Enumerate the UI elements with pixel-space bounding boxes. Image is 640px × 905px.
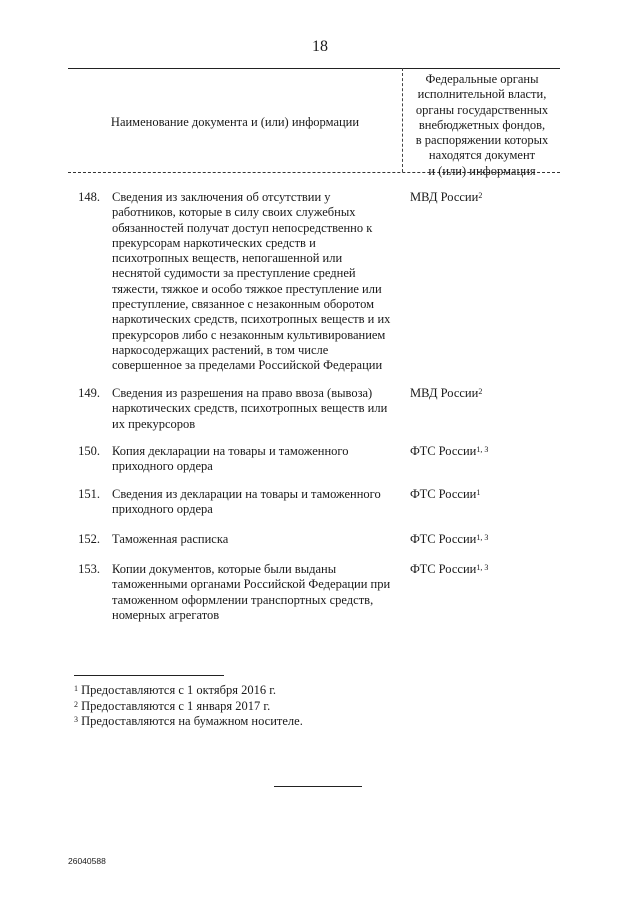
- row-agency: [410, 532, 488, 547]
- footnote: [74, 683, 303, 699]
- row-description: [112, 487, 396, 518]
- footnote: [74, 699, 303, 715]
- description-line: таможенными органами Российской Федерации при: [112, 577, 391, 592]
- description-line: психотропных веществ, непогашенной или: [112, 251, 343, 266]
- column-header-line: исполнительной власти,: [417, 87, 547, 102]
- agency-name: МВД России: [410, 190, 479, 204]
- table-top-rule: [68, 68, 560, 69]
- row-agency: [410, 190, 482, 205]
- description-line: приходного ордера: [112, 459, 213, 474]
- row-agency: [410, 444, 488, 459]
- row-number: 148.: [78, 190, 100, 204]
- description-line: наркотических средств, психотропных веществ и их: [112, 312, 391, 327]
- agency-name: МВД России: [410, 386, 479, 400]
- document-code: 26040588: [68, 856, 106, 866]
- row-description: [112, 190, 396, 374]
- row-description: [112, 562, 396, 623]
- row-description: [112, 532, 396, 547]
- row-number: 150.: [78, 444, 100, 458]
- column-divider: [402, 68, 403, 172]
- description-line: совершенное за пределами Российской Федерации: [112, 358, 383, 373]
- description-line: работников, которые в силу своих служебных: [112, 205, 356, 220]
- footnote-ref: 1, 3: [476, 445, 489, 454]
- row-agency: [410, 562, 488, 577]
- column-header-line: и (или) информация: [428, 163, 536, 178]
- description-line: номерных агрегатов: [112, 607, 220, 622]
- footnote-text: Предоставляются на бумажном носителе.: [78, 714, 303, 728]
- footnote: [74, 714, 303, 730]
- description-line: тяжести, тяжкое и особо тяжкое преступление или: [112, 281, 382, 296]
- row-agency: [410, 487, 480, 502]
- row-description: [112, 386, 396, 432]
- row-number: 151.: [78, 487, 100, 501]
- end-of-document-rule: [274, 786, 362, 787]
- description-line: Сведения из заключения об отсутствии у: [112, 190, 331, 204]
- column-header-line: находятся документ: [428, 148, 536, 163]
- row-number: 152.: [78, 532, 100, 546]
- footnote-mark: 2: [74, 699, 78, 709]
- description-line: преступление, связанное с незаконным оборотом: [112, 297, 374, 312]
- description-line: таможенном оформлении транспортных средств,: [112, 592, 374, 607]
- column-header-line: в распоряжении которых: [415, 133, 549, 148]
- footnote-ref: 2: [478, 191, 483, 200]
- agency-name: ФТС России: [410, 444, 477, 458]
- description-line: неснятой судимости за преступление средней: [112, 266, 356, 281]
- agency-name: ФТС России: [410, 562, 477, 576]
- footnote-ref: 2: [478, 387, 483, 396]
- footnote-ref: 1: [476, 488, 481, 497]
- column-header-agencies: [404, 72, 560, 179]
- description-line: Копии документов, которые были выданы: [112, 562, 337, 576]
- page-number: 18: [312, 38, 328, 55]
- agency-name: ФТС России: [410, 487, 477, 501]
- footnote-text: Предоставляются с 1 октября 2016 г.: [78, 683, 277, 697]
- row-agency: [410, 386, 482, 401]
- footnote-mark: 3: [74, 715, 78, 724]
- description-line: приходного ордера: [112, 502, 213, 517]
- description-line: Сведения из декларации на товары и таможенного: [112, 487, 381, 501]
- row-number: 153.: [78, 562, 100, 576]
- agency-name: ФТС России: [410, 532, 477, 546]
- description-line: прекурсоров либо с незаконным культивированием: [112, 327, 386, 342]
- column-header-line: Федеральные органы: [425, 72, 539, 86]
- description-line: их прекурсоров: [112, 416, 196, 431]
- footnote-text: Предоставляются с 1 января 2017 г.: [78, 698, 271, 713]
- description-line: Сведения из разрешения на право ввоза (вывоза): [112, 386, 373, 400]
- description-line: обязанностей получат доступ непосредственно к: [112, 220, 373, 235]
- description-line: наркотических средств, психотропных веществ или: [112, 401, 388, 416]
- footnote-ref: 1, 3: [476, 563, 489, 572]
- description-line: Таможенная расписка: [112, 532, 229, 546]
- footnote-ref: 1, 3: [476, 533, 489, 542]
- column-header-line: внебюджетных фондов,: [418, 117, 546, 132]
- footnote-separator: [74, 675, 224, 676]
- footnote-mark: 1: [74, 684, 78, 693]
- footnotes: [74, 683, 303, 730]
- description-line: наркосодержащих растений, в том числе: [112, 342, 329, 357]
- row-description: [112, 444, 396, 475]
- row-number: 149.: [78, 386, 100, 400]
- description-line: прекурсорам наркотических средств и: [112, 235, 316, 250]
- column-header-line: органы государственных: [415, 102, 549, 117]
- column-header-document: Наименование документа и (или) информации: [110, 115, 360, 129]
- description-line: Копия декларации на товары и таможенного: [112, 444, 349, 458]
